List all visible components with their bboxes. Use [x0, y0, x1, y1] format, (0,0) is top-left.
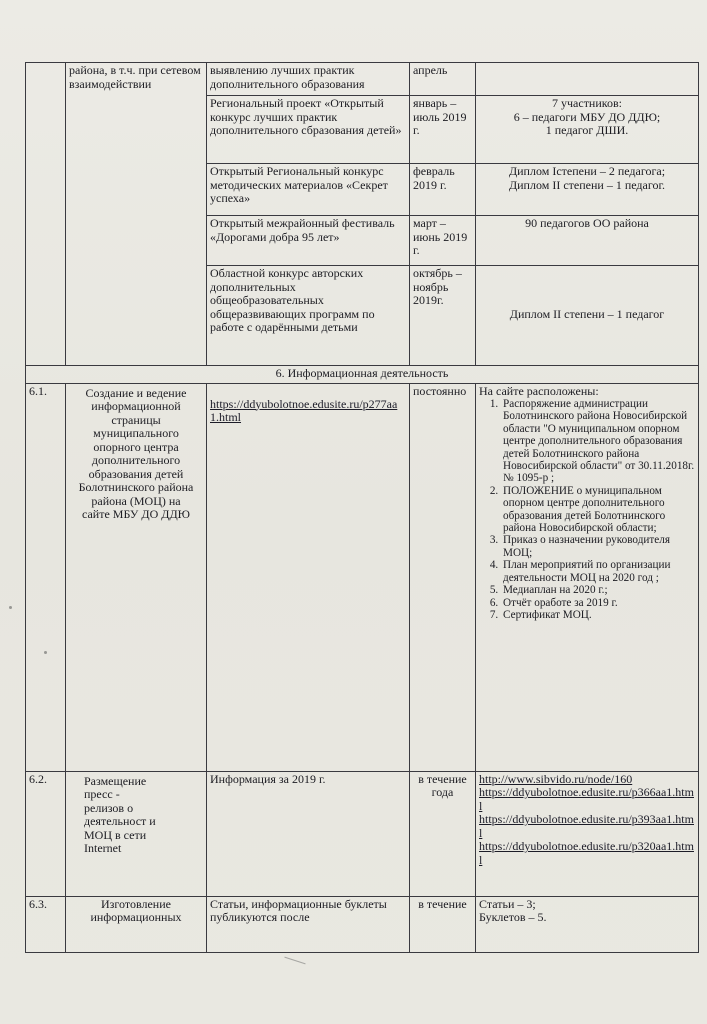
cell-num: 6.3. — [26, 896, 66, 952]
scan-streak — [284, 957, 305, 965]
table-row — [26, 383, 699, 771]
cell-date: в течение года — [410, 771, 476, 896]
cell-num: 6.2. — [26, 771, 66, 896]
list-item: 2. ПОЛОЖЕНИЕ о муниципальном опорном центре дополнительного образования детей Болотнинского района Новосибирской области; — [501, 485, 695, 535]
list-item: 5. Медиаплан на 2020 г.; — [501, 584, 695, 596]
table-row — [26, 771, 699, 896]
result-link[interactable]: https://ddyubolotnoe.edusite.ru/p320aa1.html — [479, 839, 694, 867]
cell-result: 7 участников: 6 – педагоги МБУ ДО ДДЮ; 1 педагог ДШИ. — [476, 96, 699, 164]
result-link[interactable]: http://www.sibvido.ru/node/160 — [479, 771, 633, 786]
list-item: 7. Сертификат МОЦ. — [501, 609, 695, 621]
cell-date: постоянно — [410, 383, 476, 771]
cell-result — [476, 771, 699, 896]
scan-speck — [9, 606, 12, 609]
cell-result: Диплом II степени – 1 педагог — [476, 266, 699, 366]
cell-date: апрель — [410, 63, 476, 96]
list-item: 4. План мероприятий по организации деятельности МОЦ на 2020 год ; — [501, 559, 695, 584]
cell-name: Размещение пресс - релизов о деятельност и МОЦ в сети Internet — [66, 771, 207, 896]
cell-date: февраль 2019 г. — [410, 164, 476, 216]
cell-name: Изготовление информационных — [66, 896, 207, 952]
scan-speck — [44, 651, 47, 654]
cell-date: январь – июль 2019 г. — [410, 96, 476, 164]
page-link[interactable]: https://ddyubolotnoe.edusite.ru/p277aa1.html — [210, 396, 398, 424]
cell-date: октябрь – ноябрь 2019г. — [410, 266, 476, 366]
cell-name: Создание и ведение информационной страницы муниципального опорного центра дополнительного образования детей Болотнинского района района (МОЦ) на сайте МБУ ДО ДДЮ — [66, 383, 207, 771]
section-heading-row — [26, 366, 699, 384]
documents-list — [479, 398, 695, 621]
cell-result: Диплом Iстепени – 2 педагога; Диплом II степени – 1 педагог. — [476, 164, 699, 216]
result-heading: На сайте расположены: — [479, 383, 599, 398]
cell-desc — [207, 383, 410, 771]
cell-num — [26, 63, 66, 366]
result-link[interactable]: https://ddyubolotnoe.edusite.ru/p393aa1.html — [479, 812, 694, 840]
cell-desc: выявлению лучших практик дополнительного образования — [207, 63, 410, 96]
cell-desc: Статьи, информационные буклеты публикуются после — [207, 896, 410, 952]
cell-desc: Региональный проект «Открытый конкурс лучших практик дополнительного сбразования детей» — [207, 96, 410, 164]
list-item: 3. Приказ о назначении руководителя МОЦ; — [501, 534, 695, 559]
cell-date: в течение — [410, 896, 476, 952]
events-table — [25, 62, 699, 953]
cell-result: 90 педагогов ОО района — [476, 216, 699, 266]
cell-desc: Открытый межрайонный фестиваль «Дорогами добра 95 лет» — [207, 216, 410, 266]
result-link[interactable]: https://ddyubolotnoe.edusite.ru/p366aa1.html — [479, 785, 694, 813]
cell-desc: Областной конкурс авторских дополнительных общеобразовательных общеразвивающих программ по работе с одарёнными детьми — [207, 266, 410, 366]
table-row — [26, 63, 699, 96]
cell-date: март – июнь 2019 г. — [410, 216, 476, 266]
cell-desc: Открытый Региональный конкурс методических материалов «Секрет успеха» — [207, 164, 410, 216]
cell-result: Статьи – 3; Буклетов – 5. — [476, 896, 699, 952]
cell-desc: Информация за 2019 г. — [207, 771, 410, 896]
section-heading: 6. Информационная деятельность — [26, 366, 699, 384]
cell-result — [476, 63, 699, 96]
list-item: 6. Отчёт оработе за 2019 г. — [501, 597, 695, 609]
cell-num: 6.1. — [26, 383, 66, 771]
table-row — [26, 896, 699, 952]
cell-result — [476, 383, 699, 771]
cell-name: района, в т.ч. при сетевом взаимодействии — [66, 63, 207, 366]
list-item: 1. Распоряжение администрации Болотнинского района Новосибирской области "О муниципальном опорном центре дополнительного образования детей Болотнинского района Новосибирской области" от 30.11.2018г. № 1095-р ; — [501, 398, 695, 485]
